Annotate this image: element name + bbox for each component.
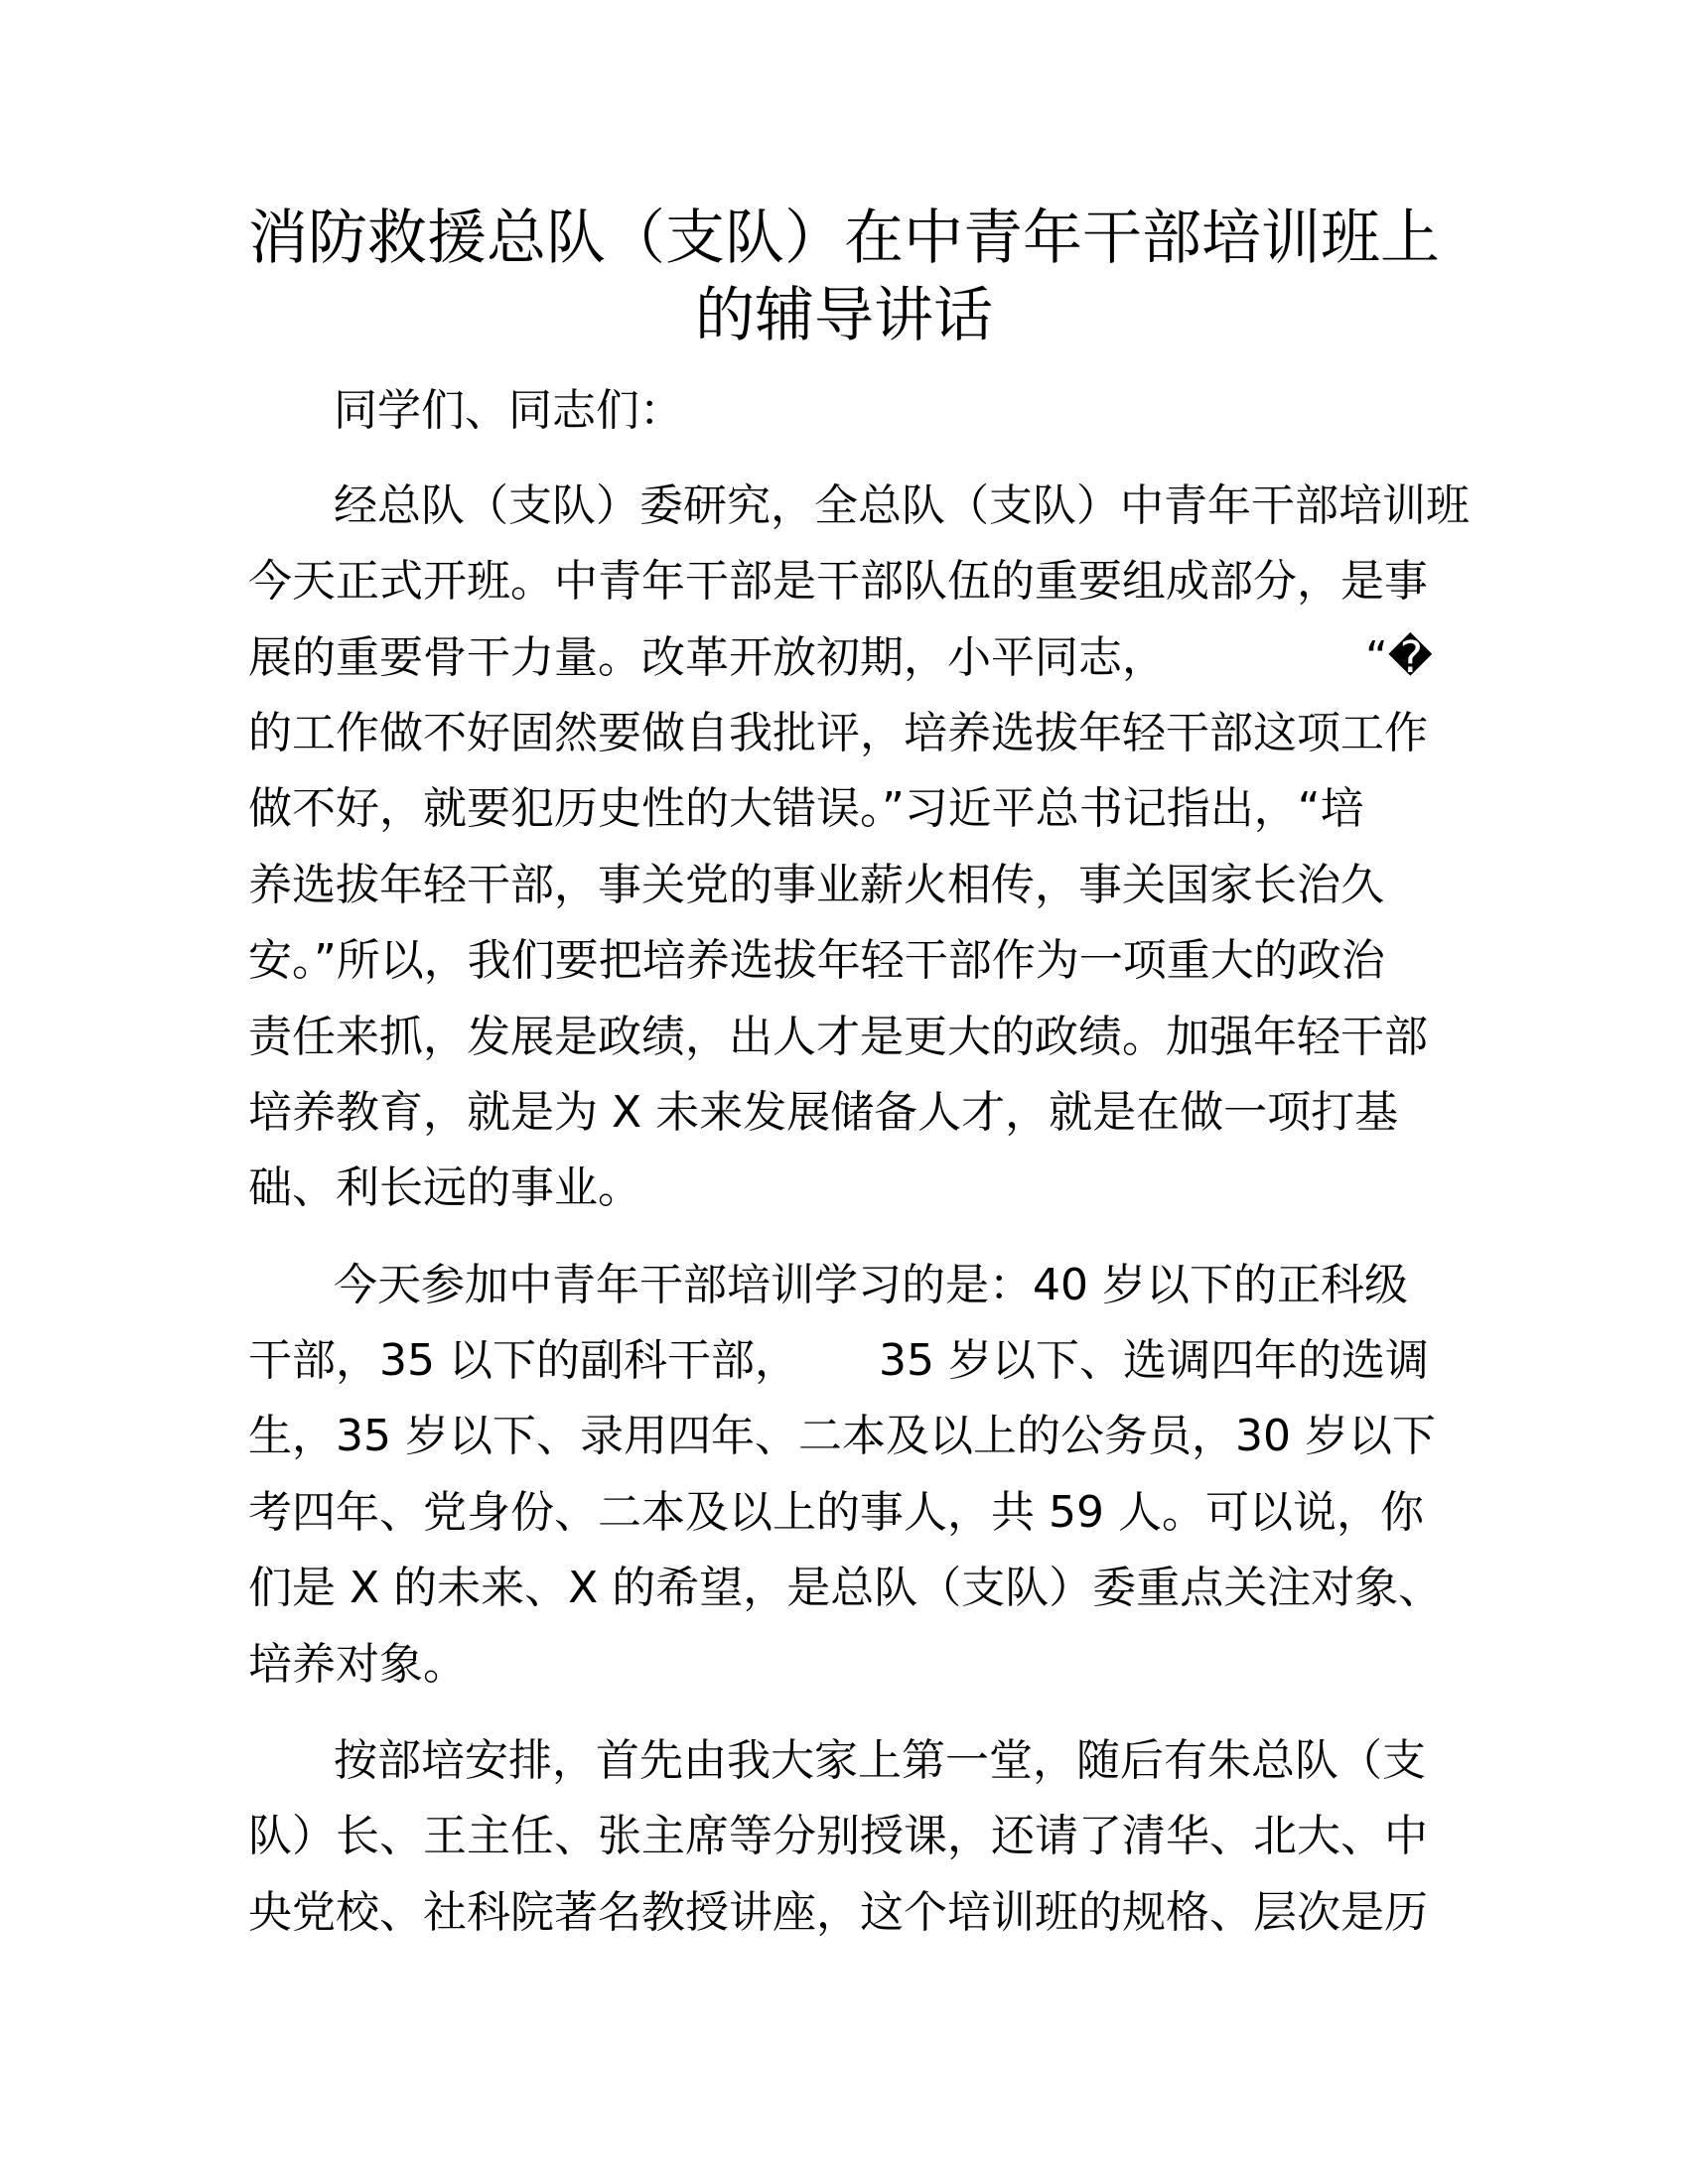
document-title-line-1: 消防救援总队（支队）在中青年干部培训班上 — [248, 204, 1440, 273]
text-line: 做不好，就要犯历史性的大错误。”习近平总书记指出，“培 — [248, 783, 1364, 834]
text-line: 按部培安排，首先由我大家上第一堂，随后有朱总队（支 — [334, 1735, 1426, 1786]
text-line: 培养教育，就是为 X 未来发展储备人才，就是在做一项打基 — [248, 1087, 1399, 1138]
text-line: 责任来抓，发展是政绩，出人才是更大的政绩。加强年轻干部 — [248, 1012, 1428, 1062]
text-line: 的工作做不好固然要做自我批评，培养选拔年轻干部这项工作 — [248, 708, 1428, 758]
document-title-line-2: 的辅导讲话 — [695, 281, 993, 350]
text-line: 队）长、王主任、张主席等分别授课，还请了清华、北大、中 — [248, 1811, 1428, 1861]
text-line: 经总队（支队）委研究，全总队（支队）中青年干部培训班 — [334, 480, 1470, 531]
greeting: 同学们、同志们： — [334, 385, 683, 436]
text-line: 今天参加中青年干部培训学习的是：40 岁以下的正科级 — [334, 1260, 1408, 1310]
text-line: 础、利长远的事业。 — [248, 1162, 641, 1213]
text-line-fragment: 35 岁以下、选调四年的选调 — [879, 1335, 1429, 1386]
text-line: 展的重要骨干力量。改革开放初期，小平同志， — [248, 632, 1166, 683]
text-line-fragment: “� — [1365, 632, 1433, 683]
text-line: 们是 X 的未来、X 的希望，是总队（支队）委重点关注对象、 — [248, 1563, 1443, 1613]
text-line: 考四年、党身份、二本及以上的事人，共 59 人。可以说，你 — [248, 1487, 1424, 1538]
text-line: 培养对象。 — [248, 1639, 467, 1690]
text-line: 干部，35 以下的副科干部， — [248, 1335, 798, 1386]
text-line: 央党校、社科院著名教授讲座，这个培训班的规格、层次是历 — [248, 1887, 1428, 1938]
text-line: 生，35 岁以下、录用四年、二本及以上的公务员，30 岁以下 — [248, 1411, 1436, 1461]
text-line: 养选拔年轻干部，事关党的事业薪火相传，事关国家长治久 — [248, 860, 1384, 910]
text-line: 今天正式开班。中青年干部是干部队伍的重要组成部分，是事 — [248, 556, 1428, 607]
text-line: 安。”所以，我们要把培养选拔年轻干部作为一项重大的政治 — [248, 935, 1385, 986]
